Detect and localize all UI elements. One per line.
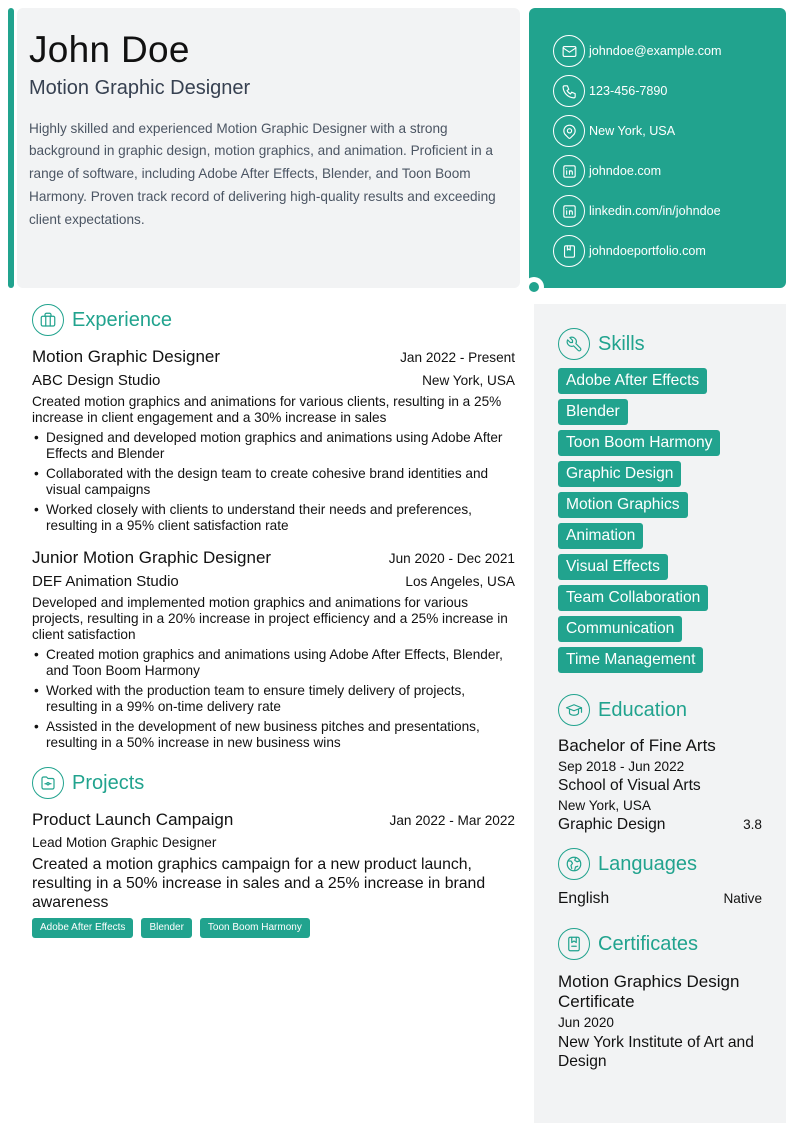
tool-chip: Blender [141,918,191,938]
globe-icon [558,848,590,880]
contact-portfolio[interactable] [553,231,786,271]
experience-title: Experience [72,308,173,331]
sidebar [534,304,786,1123]
education-heading [558,694,762,726]
skill-tag: Communication [558,616,682,642]
projects-title: Projects [72,771,145,794]
certificate-date: Jun 2020 [558,1015,614,1030]
education-date: Sep 2018 - Jun 2022 [558,759,685,774]
graduation-cap-icon [558,694,590,726]
job-title: Motion Graphic Designer [29,76,251,99]
job-date: Jan 2022 - Present [400,350,515,365]
language-name: English [558,890,610,907]
project-role: Lead Motion Graphic Designer [32,835,217,850]
tool-chip: Adobe After Effects [32,918,133,938]
contact-email-text[interactable]: johndoe@example.com [589,44,722,58]
certificates-heading [558,928,762,960]
job-description: Developed and implemented motion graphics and animations for various projects, resulting in a 20% increase in project efficiency and a 25% increase in client satisfaction [32,595,508,642]
linkedin-icon [553,155,585,187]
job-bullets [32,647,515,751]
project-name: Product Launch Campaign [32,810,234,829]
contact-phone[interactable] [553,71,786,111]
certificate-title: Motion Graphics Design Certificate [558,972,740,1011]
skill-tag: Adobe After Effects [558,368,707,394]
job-location: Los Angeles, USA [405,574,515,589]
tool-chip: Toon Boom Harmony [200,918,310,938]
job-date: Jun 2020 - Dec 2021 [388,551,515,566]
contact-website[interactable] [553,151,786,191]
job-company: ABC Design Studio [32,372,161,389]
education-location: New York, USA [558,798,651,813]
contact-website-text[interactable]: johndoe.com [589,164,662,178]
education-title: Education [598,698,687,721]
experience-heading [32,304,515,336]
certificates-title: Certificates [598,932,699,955]
job-bullet: • Assisted in the development of new business pitches and presentations, resulting in a 50% increase in new business wins [32,719,515,751]
header-accent-bar [8,8,14,288]
wrench-icon [558,328,590,360]
skills-heading [558,328,762,360]
main-column [32,304,515,938]
project-entry [32,810,515,938]
contact-linkedin-text[interactable]: linkedin.com/in/johndoe [589,204,721,218]
skill-tag: Visual Effects [558,554,668,580]
contact-location-text: New York, USA [589,124,676,138]
phone-icon [553,75,585,107]
education-field: Graphic Design [558,816,666,833]
location-icon [553,115,585,147]
contact-portfolio-text[interactable]: johndoeportfolio.com [589,244,706,258]
skill-tag: Motion Graphics [558,492,688,518]
job-role: Motion Graphic Designer [32,347,221,366]
projects-heading [32,767,515,799]
portfolio-icon [553,235,585,267]
contact-panel [529,8,786,288]
job-bullets [32,430,515,534]
certificate-issuer: New York Institute of Art and Design [558,1034,754,1070]
folder-icon [32,767,64,799]
contact-phone-text[interactable]: 123-456-7890 [589,84,668,98]
briefcase-icon [32,304,64,336]
languages-title: Languages [598,852,697,875]
skill-tag: Graphic Design [558,461,681,487]
skills-title: Skills [598,332,645,355]
education-school: School of Visual Arts [558,777,701,794]
skill-tag: Time Management [558,647,703,673]
job-bullet: • Designed and developed motion graphics and animations using Adobe After Effects and Blender [32,430,515,462]
contact-email[interactable] [553,31,786,71]
skill-tag: Toon Boom Harmony [558,430,720,456]
project-tools [32,918,515,938]
project-date: Jan 2022 - Mar 2022 [389,813,515,828]
contact-linkedin[interactable] [553,191,786,231]
full-name: John Doe [29,29,190,70]
languages-heading [558,848,762,880]
job-entry [32,347,515,534]
certificate-icon [558,928,590,960]
email-icon [553,35,585,67]
linkedin-icon [553,195,585,227]
job-bullet: • Worked with the production team to ensure timely delivery of projects, resulting in a 99% on-time delivery rate [32,683,515,715]
job-location: New York, USA [422,373,515,388]
skills-list [558,368,762,678]
job-bullet: • Created motion graphics and animations using Adobe After Effects, Blender, and Toon Boom Harmony [32,647,515,679]
education-gpa: 3.8 [743,817,762,832]
job-entry [32,548,515,751]
contact-location [553,111,786,151]
header-panel [17,8,520,288]
skill-tag: Animation [558,523,643,549]
job-bullet: • Collaborated with the design team to create cohesive brand identities and visual campaigns [32,466,515,498]
job-role: Junior Motion Graphic Designer [32,548,272,567]
summary: Highly skilled and experienced Motion Graphic Designer with a strong background in graphic design, motion graphics, and animation. Proficient in a range of software, including Adobe After Effects, Blender, and Toon Boom Harmony. Proven track record of delivering high-quality results and exceeding client expectations. [29,120,496,227]
education-degree: Bachelor of Fine Arts [558,736,716,755]
decorative-dot [524,277,544,297]
skill-tag: Blender [558,399,628,425]
job-description: Created motion graphics and animations for various clients, resulting in a 25% increase in client engagement and a 30% increase in sales [32,394,502,425]
skill-tag: Team Collaboration [558,585,708,611]
job-bullet: • Worked closely with clients to understand their needs and preferences, resulting in a 95% client satisfaction rate [32,502,515,534]
project-description: Created a motion graphics campaign for a new product launch, resulting in a 50% increase in sales and a 25% increase in brand awareness [32,856,486,911]
job-company: DEF Animation Studio [32,573,179,590]
language-level: Native [723,891,762,906]
